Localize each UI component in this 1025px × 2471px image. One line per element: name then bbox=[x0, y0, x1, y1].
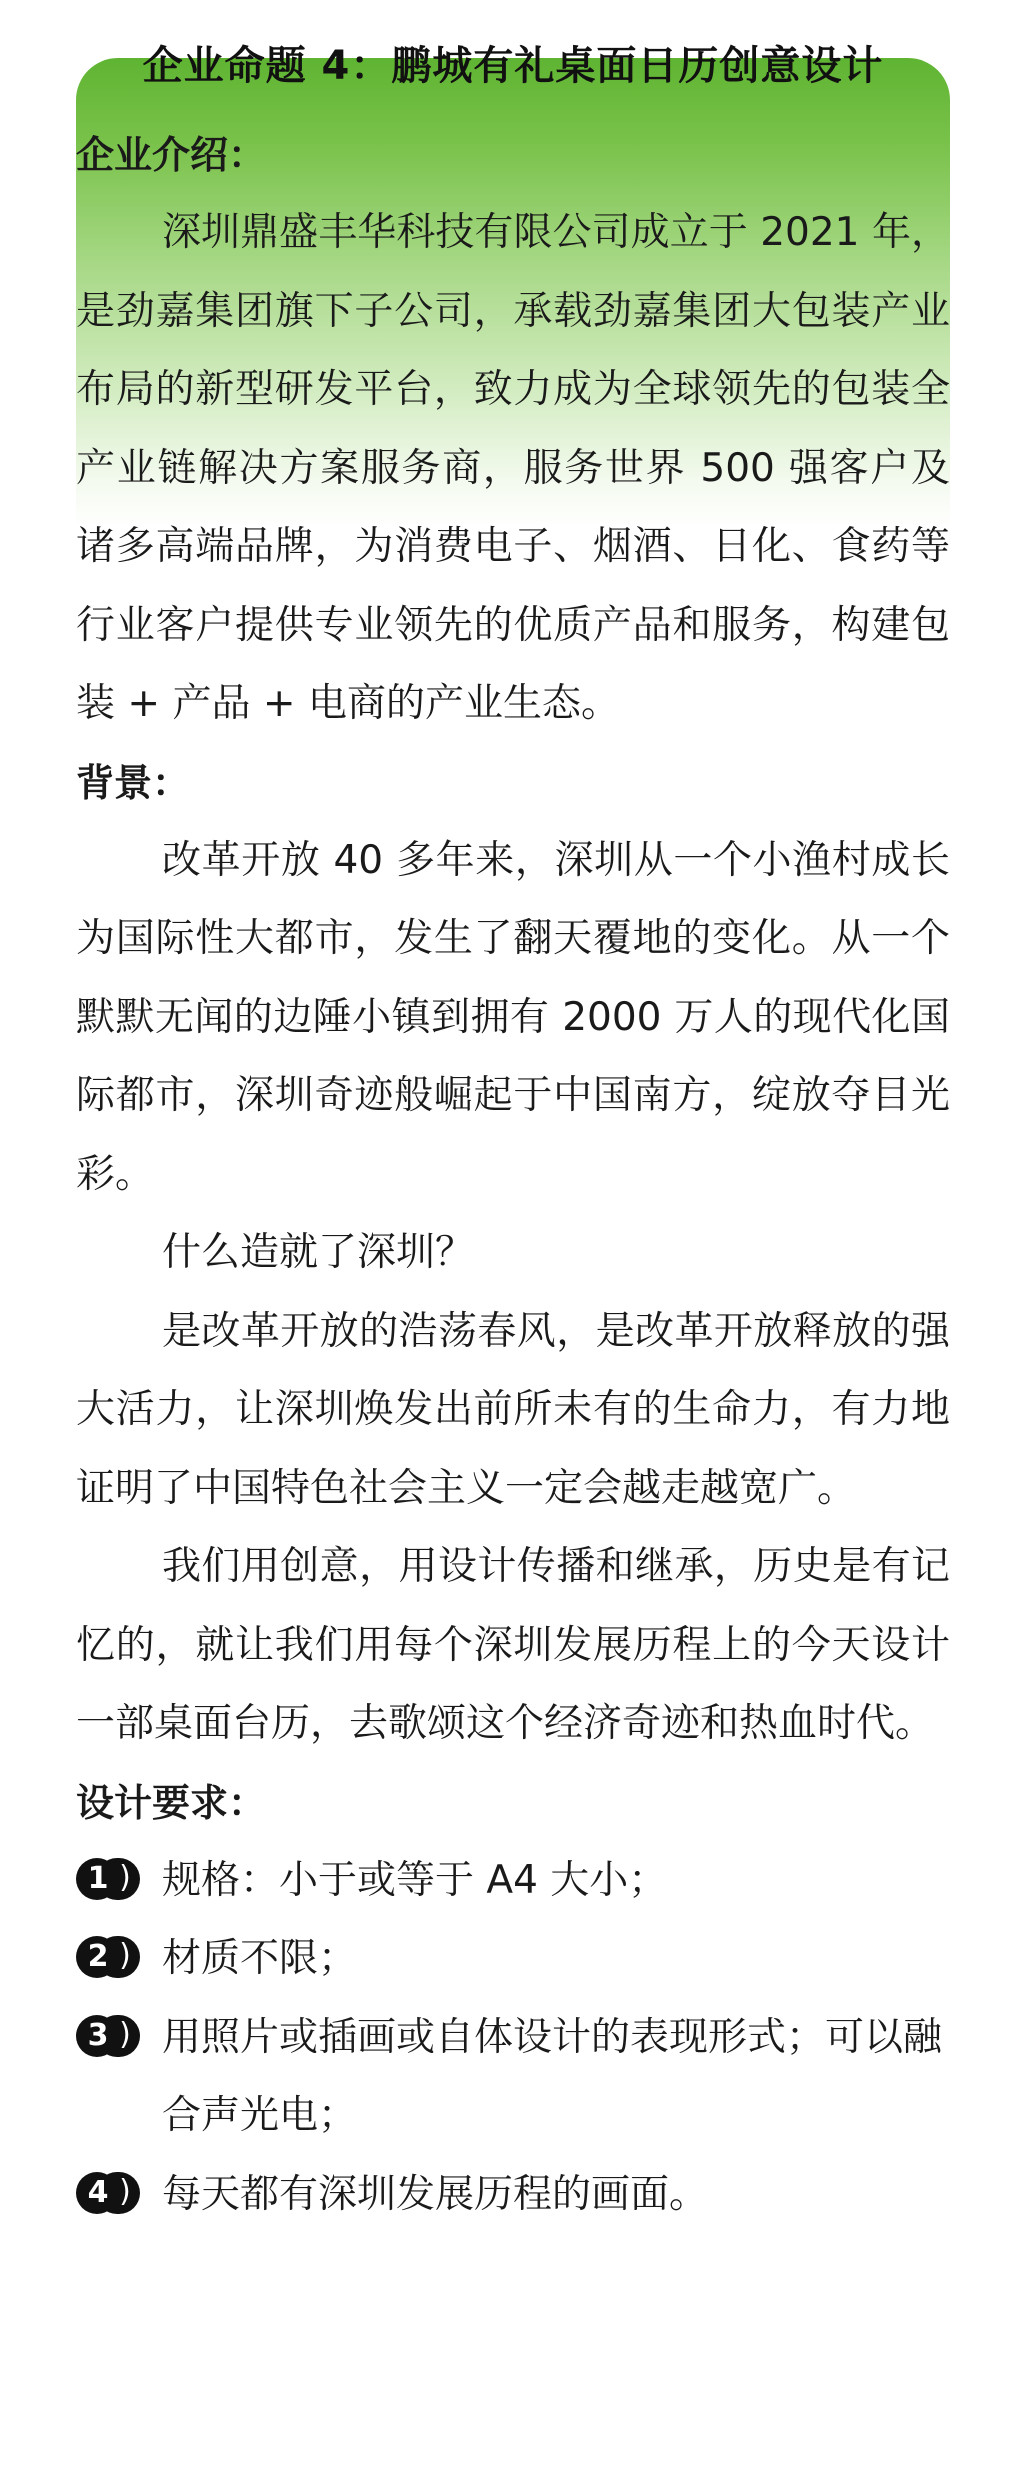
number-badge-icon: 2 ) bbox=[76, 1936, 140, 1978]
number-badge-icon: 3 ) bbox=[76, 2015, 140, 2057]
requirement-text: 规格：小于或等于 A4 大小； bbox=[162, 1857, 668, 1903]
requirement-text: 每天都有深圳发展历程的画面。 bbox=[162, 2171, 709, 2217]
background-paragraph-1: 改革开放 40 多年来，深圳从一个小渔村成长为国际性大都市，发生了翻天覆地的变化。从一个默默无闻的边陲小镇到拥有 2000 万人的现代化国际都市，深圳奇迹般崛起于中国南方，绽放夺目光彩。 bbox=[76, 837, 950, 1197]
background-heading: 背景： bbox=[76, 760, 191, 805]
page-title: 企业命题 4：鹏城有礼桌面日历创意设计 bbox=[142, 43, 884, 89]
background-paragraph-3: 是改革开放的浩荡春风，是改革开放释放的强大活力，让深圳焕发出前所未有的生命力，有力地证明了中国特色社会主义一定会越走越宽广。 bbox=[76, 1308, 950, 1511]
document-body bbox=[76, 116, 950, 2234]
company-intro-paragraph: 深圳鼎盛丰华科技有限公司成立于 2021 年，是劲嘉集团旗下子公司，承载劲嘉集团大包装产业布局的新型研发平台，致力成为全球领先的包装全产业链解决方案服务商，服务世界 500 强客户及诸多高端品牌，为消费电子、烟酒、日化、食药等行业客户提供专业领先的优质产品和服务，构建包装 + 产品 + 电商的产业生态。 bbox=[76, 210, 950, 726]
company-heading: 企业介绍： bbox=[76, 133, 267, 177]
requirement-item bbox=[76, 1920, 950, 1999]
background-paragraph-4: 我们用创意，用设计传播和继承，历史是有记忆的，就让我们用每个深圳发展历程上的今天设计一部桌面台历，去歌颂这个经济奇迹和热血时代。 bbox=[76, 1544, 950, 1746]
requirement-item bbox=[76, 2156, 950, 2235]
number-badge-icon: 1 ) bbox=[76, 1858, 140, 1900]
requirement-text: 材质不限； bbox=[162, 1936, 358, 1981]
number-badge-icon: 4 ) bbox=[76, 2172, 140, 2214]
requirement-item bbox=[76, 1842, 950, 1921]
requirement-item bbox=[76, 1999, 950, 2156]
background-paragraph-2: 什么造就了深圳？ bbox=[162, 1230, 475, 1275]
requirements-heading: 设计要求： bbox=[76, 1780, 267, 1825]
requirement-text: 用照片或插画或自体设计的表现形式；可以融合声光电； bbox=[162, 2014, 943, 2138]
